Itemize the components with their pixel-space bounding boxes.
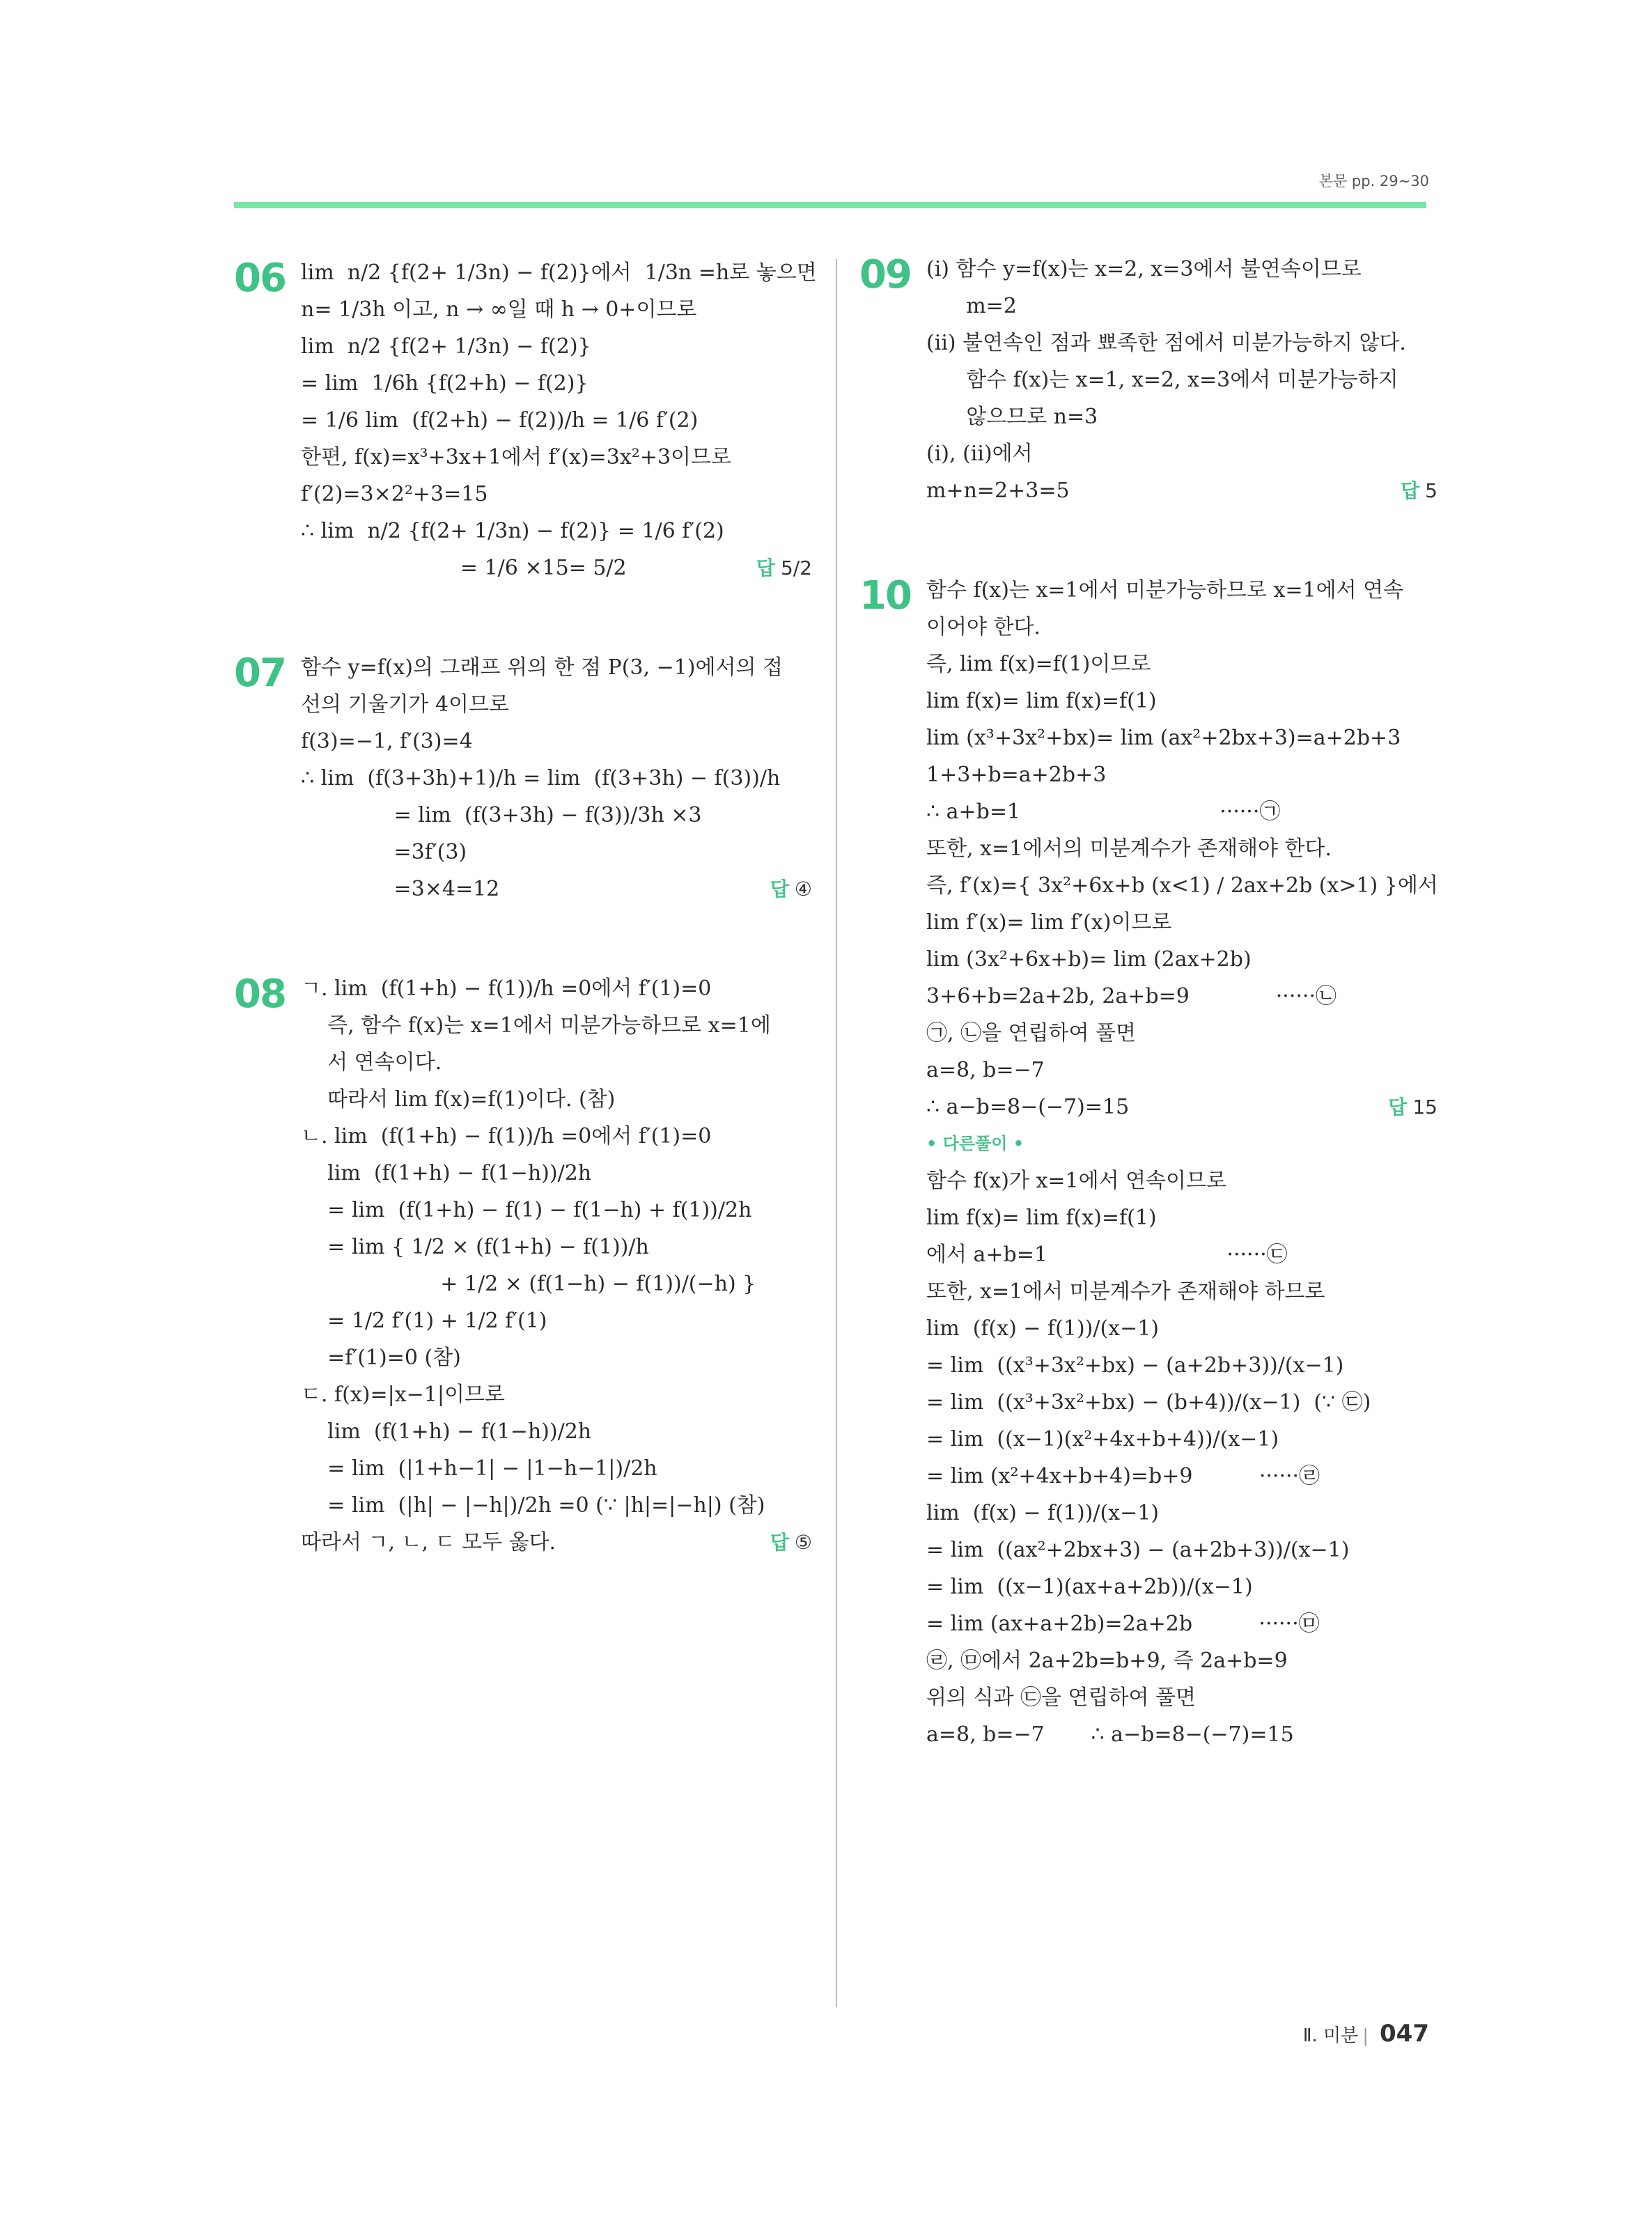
alternative-solution-line: = lim ((x³+3x²+bx) − (b+4))/(x−1) (∵ ㉢) [926, 1390, 1371, 1415]
solution-line-text: = lim (|1+h−1| − |1−h−1|)/2h [301, 1456, 657, 1481]
solution-line-text: 서 연속이다. [301, 1050, 442, 1075]
solution-line-text: lim (3x²+6x+b)= lim (2ax+2b) [926, 947, 1252, 972]
alternative-solution-line: 위의 식과 ㉢을 연립하여 풀면 [926, 1685, 1196, 1710]
solution-line [926, 683, 1437, 719]
solution-line-text: 1+3+b=a+2b+3 [926, 763, 1107, 787]
solution-line-text: n= 1/3h 이고, n → ∞일 때 h → 0+이므로 [301, 297, 697, 322]
section-label: Ⅱ. 미분 [1302, 2025, 1359, 2046]
answer-value: 15 [1412, 1096, 1437, 1119]
problem-10 [859, 572, 1437, 1753]
solution-line-text: (ⅰ) 함수 y=f(x)는 x=2, x=3에서 불연속이므로 [926, 257, 1362, 281]
problem-number: 08 [234, 972, 286, 1017]
solution-line-text: lim f(x)= lim f(x)=f(1) [926, 689, 1157, 713]
solution-line-text: (ⅱ) 불연속인 점과 뾰족한 점에서 미분가능하지 않다. [926, 331, 1406, 355]
alternative-solution-line: = lim ((x³+3x²+bx) − (a+2b+3))/(x−1) [926, 1353, 1344, 1378]
answer-box [1388, 1089, 1437, 1126]
solution-line [301, 1339, 812, 1376]
solution-line-text: ㉠, ㉡을 연립하여 풀면 [926, 1021, 1137, 1045]
solution-line-text: = lim 1/6h {f(2+h) − f(2)} [301, 371, 589, 396]
solution-line [926, 793, 1437, 830]
solution-line-text: m=2 [926, 294, 1017, 318]
solution-line-text: ㄱ. lim (f(1+h) − f(1))/h =0에서 f′(1)=0 [301, 976, 712, 1001]
solution-line-text: ∴ a−b=8−(−7)=15 [926, 1095, 1130, 1119]
answer-box [770, 871, 812, 908]
answer-label: 답 [1388, 1096, 1408, 1119]
solution-line [301, 970, 812, 1007]
alternative-solution-line: 또한, x=1에서 미분계수가 존재해야 하므로 [926, 1279, 1325, 1304]
solution-line [301, 550, 812, 586]
solution-line [926, 609, 1437, 646]
header-rule [234, 202, 1426, 208]
solution-line [926, 251, 1437, 288]
solution-line-text: lim n/2 {f(2+ 1/3n) − f(2)}에서 1/3n =h로 놓으면 [301, 260, 817, 285]
solution-line-text: 않으므로 n=3 [926, 405, 1098, 429]
solution-line-text: ㄴ. lim (f(1+h) − f(1))/h =0에서 f′(1)=0 [301, 1124, 712, 1148]
solution-line [301, 686, 812, 723]
solution-line-text: ∴ a+b=1 ······㉠ [926, 800, 1281, 824]
solution-line [301, 760, 812, 797]
solution-line-text: ㄷ. f(x)=|x−1|이므로 [301, 1383, 505, 1407]
alternative-solution-line: = lim (x²+4x+b+4)=b+9 ······㉣ [926, 1464, 1320, 1488]
solution-line-text: lim n/2 {f(2+ 1/3n) − f(2)} [301, 334, 591, 359]
problem-number: 09 [859, 252, 911, 297]
problem-number: 06 [234, 256, 286, 301]
solution-line-text: = lim { 1/2 × (f(1+h) − f(1))/h [301, 1235, 649, 1259]
solution-line-text: 따라서 lim f(x)=f(1)이다. (참) [301, 1087, 616, 1112]
solution-body [301, 254, 817, 586]
solution-line [301, 1376, 812, 1413]
solution-line [926, 435, 1437, 472]
solution-line-text: (ⅰ), (ⅱ)에서 [926, 442, 1033, 466]
solution-line-text: = lim (|h| − |−h|)/2h =0 (∵ |h|=|−h|) (참) [301, 1493, 765, 1518]
solution-line [926, 1015, 1437, 1052]
solution-line [301, 1266, 812, 1302]
solution-line-text: 이어야 한다. [926, 615, 1041, 639]
solution-line [301, 649, 812, 686]
solution-line [301, 834, 812, 871]
solution-line [926, 472, 1437, 509]
left-column [234, 254, 817, 1623]
solution-line-text: 함수 y=f(x)의 그래프 위의 한 점 P(3, −1)에서의 접 [301, 655, 783, 680]
solution-line-text: lim (x³+3x²+bx)= lim (ax²+2bx+3)=a+2b+3 [926, 726, 1401, 750]
solution-line [301, 1192, 812, 1229]
solution-line [926, 288, 1437, 325]
solution-line [301, 1487, 812, 1524]
solution-line [301, 1155, 812, 1192]
problem-08 [234, 970, 812, 1561]
solution-line [301, 1081, 812, 1118]
solution-line [301, 291, 812, 328]
answer-value: 5 [1425, 479, 1437, 502]
solution-line [301, 871, 812, 908]
page-reference: 본문 pp. 29~30 [1318, 173, 1429, 189]
solution-line [301, 1413, 812, 1450]
solution-line [926, 867, 1437, 904]
alternative-solution-line: lim (f(x) − f(1))/(x−1) [926, 1501, 1160, 1525]
alternative-solution-heading: • 다른풀이 • [926, 1134, 1024, 1153]
answer-box [1401, 472, 1437, 509]
answer-value: ④ [794, 878, 812, 901]
alternative-solution-line: = lim (ax+a+2b)=2a+2b ······㉤ [926, 1612, 1320, 1636]
solution-line-text: 즉, 함수 f(x)는 x=1에서 미분가능하므로 x=1에 [301, 1013, 771, 1038]
solution-line [301, 254, 817, 291]
solution-line-text: = 1/6 lim (f(2+h) − f(2))/h = 1/6 f′(2) [301, 408, 699, 433]
solution-line [301, 797, 812, 834]
solution-line-text: 함수 f(x)는 x=1에서 미분가능하므로 x=1에서 연속 [926, 578, 1404, 602]
solution-body [301, 649, 812, 908]
solution-line [926, 904, 1437, 941]
solution-line [926, 646, 1437, 683]
footer-separator: | [1362, 2025, 1369, 2046]
solution-line-text: 한편, f(x)=x³+3x+1에서 f′(x)=3x²+3이므로 [301, 445, 731, 469]
solution-line-text: 또한, x=1에서의 미분계수가 존재해야 한다. [926, 836, 1332, 861]
solution-line [301, 402, 812, 439]
solution-body [301, 970, 812, 1561]
answer-box [756, 550, 812, 586]
solution-body [926, 251, 1437, 509]
solution-line-text: f(3)=−1, f′(3)=4 [301, 729, 473, 754]
solution-line [301, 723, 812, 760]
solution-line [926, 830, 1437, 867]
solution-line-text: 따라서 ㄱ, ㄴ, ㄷ 모두 옳다. [301, 1530, 556, 1555]
solution-line-text: =3×4=12 [301, 877, 500, 901]
solution-line-text: a=8, b=−7 [926, 1058, 1045, 1082]
answer-label: 답 [770, 878, 789, 901]
solution-line-text: m+n=2+3=5 [926, 478, 1070, 503]
problem-06 [234, 254, 817, 586]
solution-line-text: lim f′(x)= lim f′(x)이므로 [926, 910, 1172, 935]
alternative-solution-line: lim (f(x) − f(1))/(x−1) [926, 1316, 1160, 1341]
solution-line-text: f′(2)=3×2²+3=15 [301, 482, 488, 506]
alternative-solution-line: ㉣, ㉤에서 2a+2b=b+9, 즉 2a+b=9 [926, 1649, 1288, 1673]
solution-line-text: + 1/2 × (f(1−h) − f(1))/(−h) } [301, 1272, 756, 1296]
solution-line-text: 선의 기울기가 4이므로 [301, 692, 509, 717]
alternative-solution-line: = lim ((x−1)(ax+a+2b))/(x−1) [926, 1575, 1253, 1599]
solution-line [926, 941, 1437, 978]
answer-label: 답 [1401, 479, 1420, 502]
solution-line [926, 978, 1437, 1015]
solution-line-text: lim (f(1+h) − f(1−h))/2h [301, 1161, 592, 1185]
solution-line-text: ∴ lim n/2 {f(2+ 1/3n) − f(2)} = 1/6 f′(2) [301, 519, 724, 543]
solution-line [926, 325, 1437, 361]
solution-line [926, 719, 1437, 756]
solution-line-text: 즉, lim f(x)=f(1)이므로 [926, 652, 1151, 676]
solution-line [301, 1044, 812, 1081]
solution-body [926, 572, 1437, 1753]
page-footer [1303, 2020, 1429, 2048]
solution-line [301, 1229, 812, 1266]
column-divider [836, 259, 837, 2007]
answer-label: 답 [756, 556, 775, 579]
page-number: 047 [1380, 2020, 1429, 2048]
solution-line [926, 361, 1437, 398]
problem-number: 07 [234, 651, 286, 696]
solution-line [926, 572, 1437, 609]
solution-line-text: = 1/6 ×15= 5/2 [301, 556, 627, 580]
alternative-solution-line: = lim ((x−1)(x²+4x+b+4))/(x−1) [926, 1427, 1279, 1451]
solution-line [926, 1089, 1437, 1126]
right-column [859, 251, 1437, 1816]
answer-value: ⑤ [794, 1531, 812, 1554]
solution-line-text: lim (f(1+h) − f(1−h))/2h [301, 1419, 592, 1444]
solution-line-text: = 1/2 f′(1) + 1/2 f′(1) [301, 1309, 547, 1333]
answer-value: 5/2 [780, 556, 812, 579]
solution-line [301, 328, 812, 365]
solution-line [301, 1302, 812, 1339]
solution-line [301, 439, 812, 476]
solution-line-text: 함수 f(x)는 x=1, x=2, x=3에서 미분가능하지 [926, 368, 1398, 392]
alternative-solution-line: 함수 f(x)가 x=1에서 연속이므로 [926, 1169, 1226, 1193]
solution-line-text: 즉, f′(x)={ 3x²+6x+b (x<1) / 2ax+2b (x>1) }에서 [926, 873, 1438, 898]
solution-line [926, 1052, 1437, 1089]
solution-line-text: = lim (f(3+3h) − f(3))/3h ×3 [301, 803, 702, 827]
alternative-solution-line: a=8, b=−7 ∴ a−b=8−(−7)=15 [926, 1722, 1294, 1747]
alternative-solution-line: = lim ((ax²+2bx+3) − (a+2b+3))/(x−1) [926, 1538, 1350, 1562]
alternative-solution-line: 에서 a+b=1 ······㉢ [926, 1243, 1288, 1267]
solution-line [301, 476, 812, 513]
alternative-solution-line: lim f(x)= lim f(x)=f(1) [926, 1206, 1157, 1230]
problem-09 [859, 251, 1437, 509]
solution-line-text: =f′(1)=0 (참) [301, 1346, 461, 1370]
solution-line-text: =3f′(3) [301, 840, 467, 864]
solution-line [301, 1450, 812, 1487]
solution-line [301, 1007, 812, 1044]
solution-line [301, 513, 812, 550]
solution-line-text: 3+6+b=2a+2b, 2a+b=9 ······㉡ [926, 984, 1337, 1009]
solution-line-text: ∴ lim (f(3+3h)+1)/h = lim (f(3+3h) − f(3))/h [301, 766, 781, 791]
problem-number: 10 [859, 573, 911, 618]
answer-label: 답 [770, 1531, 789, 1554]
answer-box [770, 1524, 812, 1561]
solution-line [301, 365, 812, 402]
solution-line-text: = lim (f(1+h) − f(1) − f(1−h) + f(1))/2h [301, 1198, 752, 1222]
solution-line [301, 1524, 812, 1561]
solution-line [301, 1118, 812, 1155]
problem-07 [234, 649, 812, 908]
solution-line [926, 756, 1437, 793]
solution-line [926, 398, 1437, 435]
